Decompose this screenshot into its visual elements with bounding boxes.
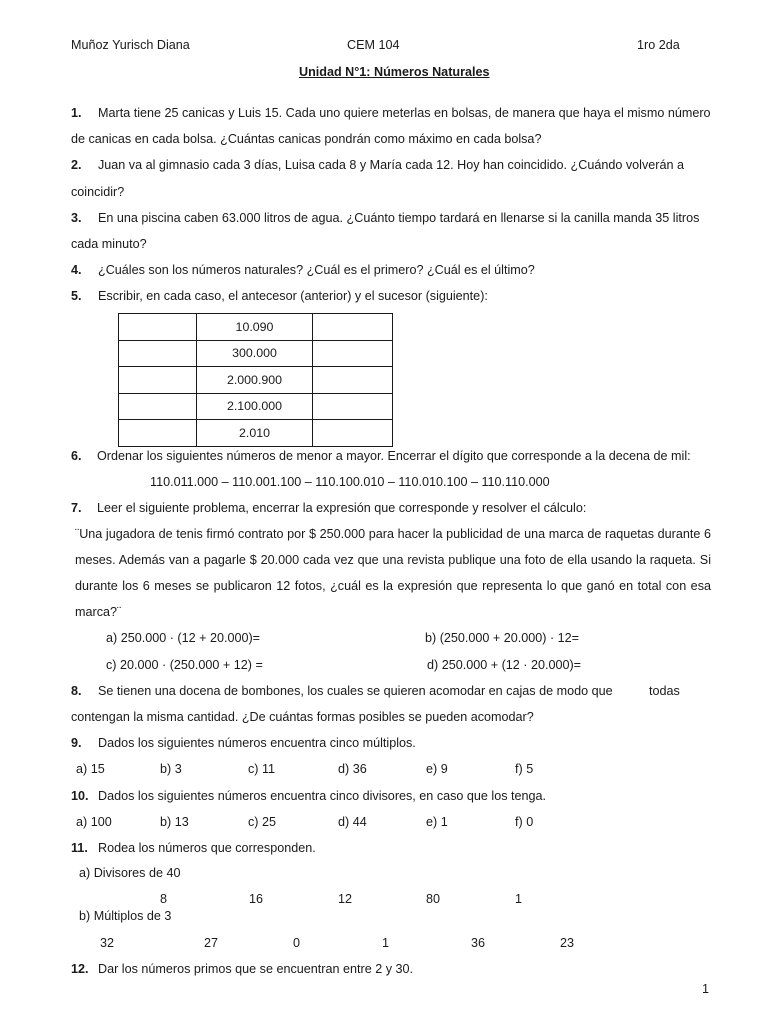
question-8-line-2: contengan la misma cantidad. ¿De cuántas formas posibles se pueden acomodar? bbox=[71, 710, 534, 724]
predecessor-cell bbox=[119, 367, 197, 394]
table-row bbox=[119, 367, 393, 394]
multiples-of-3-number: 0 bbox=[293, 936, 301, 950]
divisors-of-40-number: 16 bbox=[249, 892, 264, 906]
multiples-of-3-number: 32 bbox=[100, 936, 115, 950]
question-2-line-2: coincidir? bbox=[71, 185, 125, 199]
option-a: a) 250.000 · (12 + 20.000)= bbox=[106, 631, 261, 645]
multiples-of-3-number: 27 bbox=[204, 936, 219, 950]
grade-label: 1ro 2da bbox=[637, 38, 680, 52]
multiples-of-3-number: 36 bbox=[471, 936, 486, 950]
question-12-text: Dar los números primos que se encuentran entre 2 y 30. bbox=[98, 962, 414, 976]
question-8-line-1a: Se tienen una docena de bombones, los cuales se quieren acomodar en cajas de modo que bbox=[98, 684, 613, 698]
question-6-number: 6. bbox=[71, 449, 82, 463]
question-12-number: 12. bbox=[71, 962, 89, 976]
page-number: 1 bbox=[702, 982, 710, 996]
divisors-of-40-number: 8 bbox=[160, 892, 168, 906]
divisors-of-40-label: a) Divisores de 40 bbox=[79, 866, 181, 880]
question-10-number: 10. bbox=[71, 789, 89, 803]
divisors-of-40-number: 1 bbox=[515, 892, 523, 906]
divisors-of-40-number: 12 bbox=[338, 892, 353, 906]
successor-cell bbox=[313, 340, 393, 367]
multiples-option: f) 5 bbox=[515, 762, 534, 776]
successor-cell bbox=[313, 367, 393, 394]
predecessor-cell bbox=[119, 393, 197, 420]
multiples-of-3-number: 23 bbox=[560, 936, 575, 950]
question-4-text: ¿Cuáles son los números naturales? ¿Cuál es el primero? ¿Cuál es el último? bbox=[98, 263, 535, 277]
question-10-text: Dados los siguientes números encuentra cinco divisores, en caso que los tenga. bbox=[98, 789, 547, 803]
question-9-number: 9. bbox=[71, 736, 82, 750]
multiples-of-3-label: b) Múltiplos de 3 bbox=[79, 909, 172, 923]
successor-cell bbox=[313, 314, 393, 341]
question-1-number: 1. bbox=[71, 106, 82, 120]
question-7-problem: ¨Una jugadora de tenis firmó contrato por $ 250.000 para hacer la publicidad de una marca de raquetas durante 6 meses. Además van a pagarle $ 20.000 cada vez que una revista publique una foto de ella usando la raqueta. Si durante los 6 meses se publicaron 12 fotos, ¿cuál es la expresión que representa lo que ganó en total con esa marca?¨ bbox=[75, 527, 711, 619]
multiples-option: c) 11 bbox=[248, 762, 276, 776]
question-2-number: 2. bbox=[71, 158, 82, 172]
option-b: b) (250.000 + 20.000) · 12= bbox=[425, 631, 580, 645]
number-cell: 2.000.900 bbox=[197, 367, 313, 394]
question-8-number: 8. bbox=[71, 684, 82, 698]
divisors-option: c) 25 bbox=[248, 815, 276, 829]
multiples-option: b) 3 bbox=[160, 762, 182, 776]
predecessor-successor-table bbox=[118, 313, 393, 447]
divisors-of-40-number: 80 bbox=[426, 892, 441, 906]
table-row bbox=[119, 393, 393, 420]
question-5-number: 5. bbox=[71, 289, 82, 303]
question-3-line-1: En una piscina caben 63.000 litros de agua. ¿Cuánto tiempo tardará en llenarse si la canilla manda 35 litros bbox=[98, 211, 700, 225]
question-6-text: Ordenar los siguientes números de menor a mayor. Encerrar el dígito que corresponde a la decena de mil: bbox=[97, 449, 691, 463]
question-5-text: Escribir, en cada caso, el antecesor (anterior) y el sucesor (siguiente): bbox=[98, 289, 488, 303]
option-c: c) 20.000 · (250.000 + 12) = bbox=[106, 658, 263, 672]
divisors-option: b) 13 bbox=[160, 815, 189, 829]
multiples-option: d) 36 bbox=[338, 762, 367, 776]
question-8-line-1b: todas bbox=[649, 684, 680, 698]
question-6-numbers: 110.011.000 – 110.001.100 – 110.100.010 – 110.010.100 – 110.110.000 bbox=[150, 475, 550, 489]
student-name: Muñoz Yurisch Diana bbox=[71, 38, 190, 52]
divisors-option: e) 1 bbox=[426, 815, 448, 829]
multiples-option: a) 15 bbox=[76, 762, 105, 776]
school-name: CEM 104 bbox=[347, 38, 400, 52]
page-title: Unidad N°1: Números Naturales bbox=[299, 65, 490, 79]
table-row bbox=[119, 340, 393, 367]
successor-cell bbox=[313, 420, 393, 447]
number-cell: 2.010 bbox=[197, 420, 313, 447]
divisors-option: a) 100 bbox=[76, 815, 112, 829]
question-7-number: 7. bbox=[71, 501, 82, 515]
table-row bbox=[119, 314, 393, 341]
table-row bbox=[119, 420, 393, 447]
multiples-option: e) 9 bbox=[426, 762, 448, 776]
question-11-number: 11. bbox=[71, 841, 88, 855]
predecessor-cell bbox=[119, 314, 197, 341]
question-7-text: Leer el siguiente problema, encerrar la expresión que corresponde y resolver el cálculo: bbox=[97, 501, 587, 515]
question-11-text: Rodea los números que corresponden. bbox=[98, 841, 316, 855]
divisors-option: d) 44 bbox=[338, 815, 367, 829]
question-1-line-1: Marta tiene 25 canicas y Luis 15. Cada uno quiere meterlas en bolsas, de manera que haya el mismo número bbox=[98, 106, 711, 120]
divisors-option: f) 0 bbox=[515, 815, 534, 829]
successor-cell bbox=[313, 393, 393, 420]
number-cell: 2.100.000 bbox=[197, 393, 313, 420]
number-cell: 300.000 bbox=[197, 340, 313, 367]
question-4-number: 4. bbox=[71, 263, 82, 277]
question-1-line-2: de canicas en cada bolsa. ¿Cuántas canicas pondrán como máximo en cada bolsa? bbox=[71, 132, 542, 146]
question-3-line-2: cada minuto? bbox=[71, 237, 147, 251]
option-d: d) 250.000 + (12 · 20.000)= bbox=[427, 658, 582, 672]
question-3-number: 3. bbox=[71, 211, 82, 225]
multiples-of-3-number: 1 bbox=[382, 936, 390, 950]
number-cell: 10.090 bbox=[197, 314, 313, 341]
question-9-text: Dados los siguientes números encuentra cinco múltiplos. bbox=[98, 736, 416, 750]
predecessor-cell bbox=[119, 340, 197, 367]
predecessor-cell bbox=[119, 420, 197, 447]
question-2-line-1: Juan va al gimnasio cada 3 días, Luisa cada 8 y María cada 12. Hoy han coincidido. ¿Cuándo volverán a bbox=[98, 158, 684, 172]
